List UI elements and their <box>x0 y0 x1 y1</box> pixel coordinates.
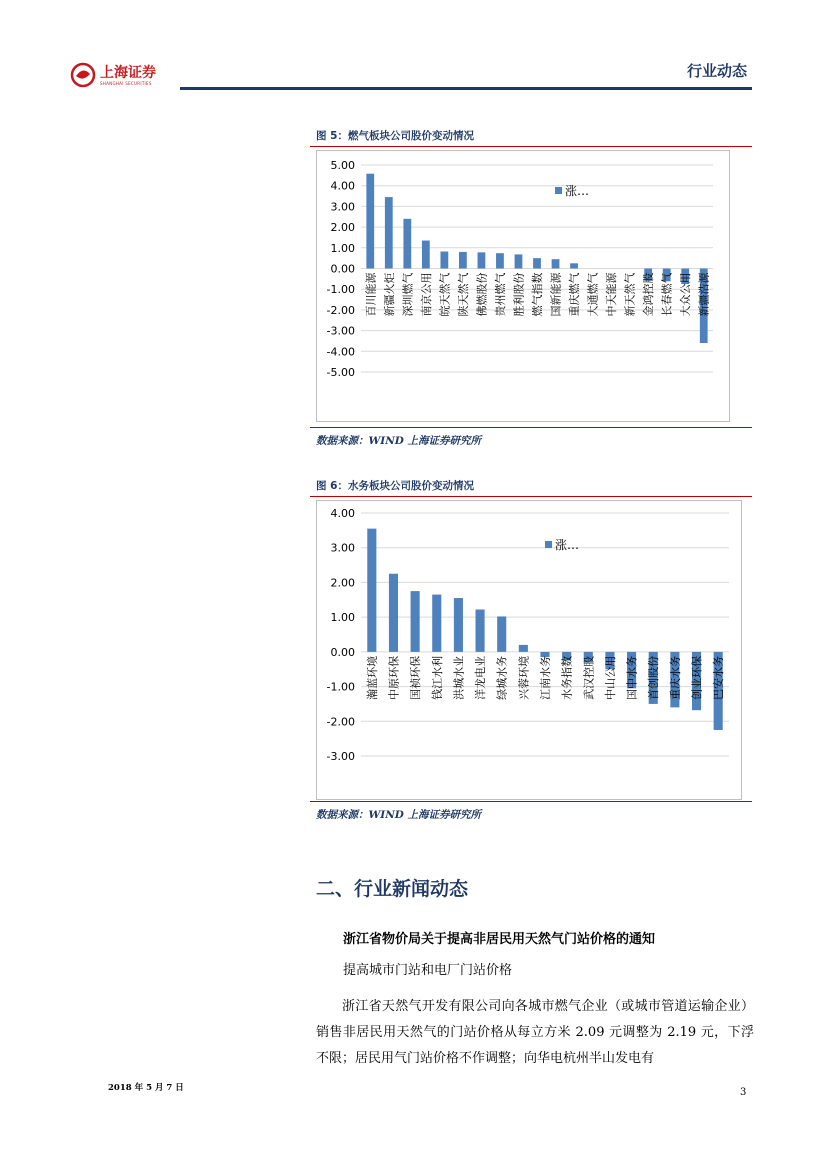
logo-name: 上海证券 <box>100 65 156 81</box>
x-tick-label: 佛燃股份 <box>475 272 489 317</box>
x-tick-label: 钱江水利 <box>430 655 444 700</box>
x-tick-label: 首创股份 <box>647 655 661 700</box>
x-tick-label: 重庆水务 <box>668 655 682 700</box>
bar <box>403 219 411 269</box>
y-tick-label: 0.00 <box>330 262 355 276</box>
x-tick-label: 中原环保 <box>387 655 401 700</box>
x-tick-label: 武汉控股 <box>582 655 596 700</box>
news-title: 浙江省物价局关于提高非居民用天然气门站价格的通知 <box>343 932 656 947</box>
legend-label: 涨… <box>565 184 590 198</box>
x-tick-label: 绿城水务 <box>495 655 509 700</box>
bar <box>389 574 398 652</box>
x-tick-label: 中山公用 <box>603 655 617 700</box>
bar <box>497 616 506 651</box>
bar <box>440 252 448 269</box>
figure6-chart-svg <box>317 501 741 799</box>
y-tick-label: 1.00 <box>330 611 355 625</box>
figure5-source: 数据来源：WIND 上海证券研究所 <box>316 435 482 447</box>
bar <box>432 595 441 652</box>
y-tick-label: 0.00 <box>330 645 355 659</box>
x-tick-label: 中天能源 <box>605 272 619 317</box>
news-paragraph: 浙江省天然气开发有限公司向各城市燃气企业（或城市管道运输企业）销售非居民用天然气的门站价格从每立方米 2.09 元调整为 2.19 元，下浮不限；居民用气门站价格不作调整；向华电杭州半山发电有 <box>316 999 754 1066</box>
x-tick-label: 兴蓉环境 <box>517 655 531 700</box>
x-tick-label: 创业环保 <box>690 655 704 700</box>
x-tick-label: 百川能源 <box>364 272 378 317</box>
x-tick-label: 洋龙电业 <box>474 655 488 700</box>
x-tick-label: 水务指数 <box>560 655 574 700</box>
figure6-title: 图 6：水务板块公司股价变动情况 <box>316 480 474 492</box>
x-tick-label: 贵州燃气 <box>493 272 507 317</box>
footer-date: 2018 年 5 月 7 日 <box>108 1083 184 1093</box>
x-tick-label: 金鸿控股 <box>642 272 656 317</box>
y-tick-label: -3.00 <box>326 324 355 338</box>
y-tick-label: -3.00 <box>326 750 355 763</box>
x-tick-label: 深圳燃气 <box>401 272 415 317</box>
bar <box>496 253 504 268</box>
x-tick-label: 国新能源 <box>549 272 563 317</box>
bar <box>422 241 430 269</box>
bar <box>552 259 560 268</box>
x-tick-label: 国祯环保 <box>409 655 423 700</box>
x-tick-label: 重庆燃气 <box>568 272 582 317</box>
news-subtitle: 提高城市门站和电厂门站价格 <box>343 963 513 978</box>
figure5-title: 图 5：燃气板块公司股价变动情况 <box>316 130 474 142</box>
x-tick-label: 皖天然气 <box>438 272 452 317</box>
x-tick-label: 国中水务 <box>625 655 639 700</box>
y-tick-label: -2.00 <box>326 303 355 317</box>
bar <box>454 598 463 652</box>
x-tick-label: 长春燃气 <box>660 272 674 317</box>
bar <box>476 610 485 652</box>
x-tick-label: 瀚蓝环境 <box>365 655 379 700</box>
x-tick-label: 江南水务 <box>539 655 552 700</box>
legend-swatch <box>555 187 562 194</box>
company-logo <box>70 60 180 90</box>
y-tick-label: 5.00 <box>330 159 355 172</box>
bar <box>478 252 486 268</box>
figure5-chart-svg <box>317 151 729 421</box>
x-tick-label: 大众公用 <box>679 272 693 317</box>
figure6-top-rule <box>310 496 752 497</box>
figure6-bottom-rule <box>310 801 752 802</box>
figure5-top-rule <box>310 146 752 147</box>
y-tick-label: 1.00 <box>330 241 355 255</box>
y-tick-label: -4.00 <box>326 345 355 359</box>
figure5-chart <box>316 150 730 422</box>
page-number: 3 <box>740 1087 747 1098</box>
x-tick-label: 大通燃气 <box>586 272 600 317</box>
bar <box>533 258 541 268</box>
y-tick-label: -1.00 <box>326 283 355 297</box>
legend-swatch <box>545 541 552 548</box>
bar <box>366 174 374 269</box>
bar <box>570 263 578 268</box>
figure6-source: 数据来源：WIND 上海证券研究所 <box>316 809 482 821</box>
logo-emblem-icon <box>70 62 96 88</box>
x-tick-label: 胜利股份 <box>512 272 526 317</box>
x-tick-label: 新天然气 <box>623 272 637 317</box>
x-tick-label: 新疆火炬 <box>382 272 396 317</box>
y-tick-label: 4.00 <box>330 179 355 193</box>
bar <box>367 529 376 652</box>
y-tick-label: 2.00 <box>330 221 355 235</box>
x-tick-label: 陕天然气 <box>456 272 470 317</box>
bar <box>385 197 393 268</box>
header-divider <box>180 87 752 90</box>
y-tick-label: 4.00 <box>330 507 355 520</box>
y-tick-label: 2.00 <box>330 576 355 590</box>
bar <box>519 645 528 652</box>
y-tick-label: -1.00 <box>326 680 355 694</box>
figure5-bottom-rule <box>310 427 752 428</box>
x-tick-label: 南京公用 <box>419 272 433 317</box>
x-tick-label: 洪城水业 <box>452 655 466 700</box>
logo-subtitle: SHANGHAI SECURITIES <box>100 81 152 86</box>
y-tick-label: -2.00 <box>326 715 355 729</box>
y-tick-label: 3.00 <box>330 200 355 214</box>
section-title: 二、行业新闻动态 <box>316 878 469 900</box>
bar <box>411 591 420 652</box>
y-tick-label: -5.00 <box>326 366 355 379</box>
bar <box>459 252 467 269</box>
bar <box>515 254 523 268</box>
header-section-title: 行业动态 <box>686 62 747 80</box>
figure6-chart <box>316 500 742 800</box>
x-tick-label: 新疆浩源 <box>697 272 711 317</box>
x-tick-label: 燃气指数 <box>531 272 544 317</box>
y-tick-label: 3.00 <box>330 541 355 555</box>
x-tick-label: 巴安水务 <box>712 655 726 700</box>
legend-label: 涨… <box>555 538 580 552</box>
